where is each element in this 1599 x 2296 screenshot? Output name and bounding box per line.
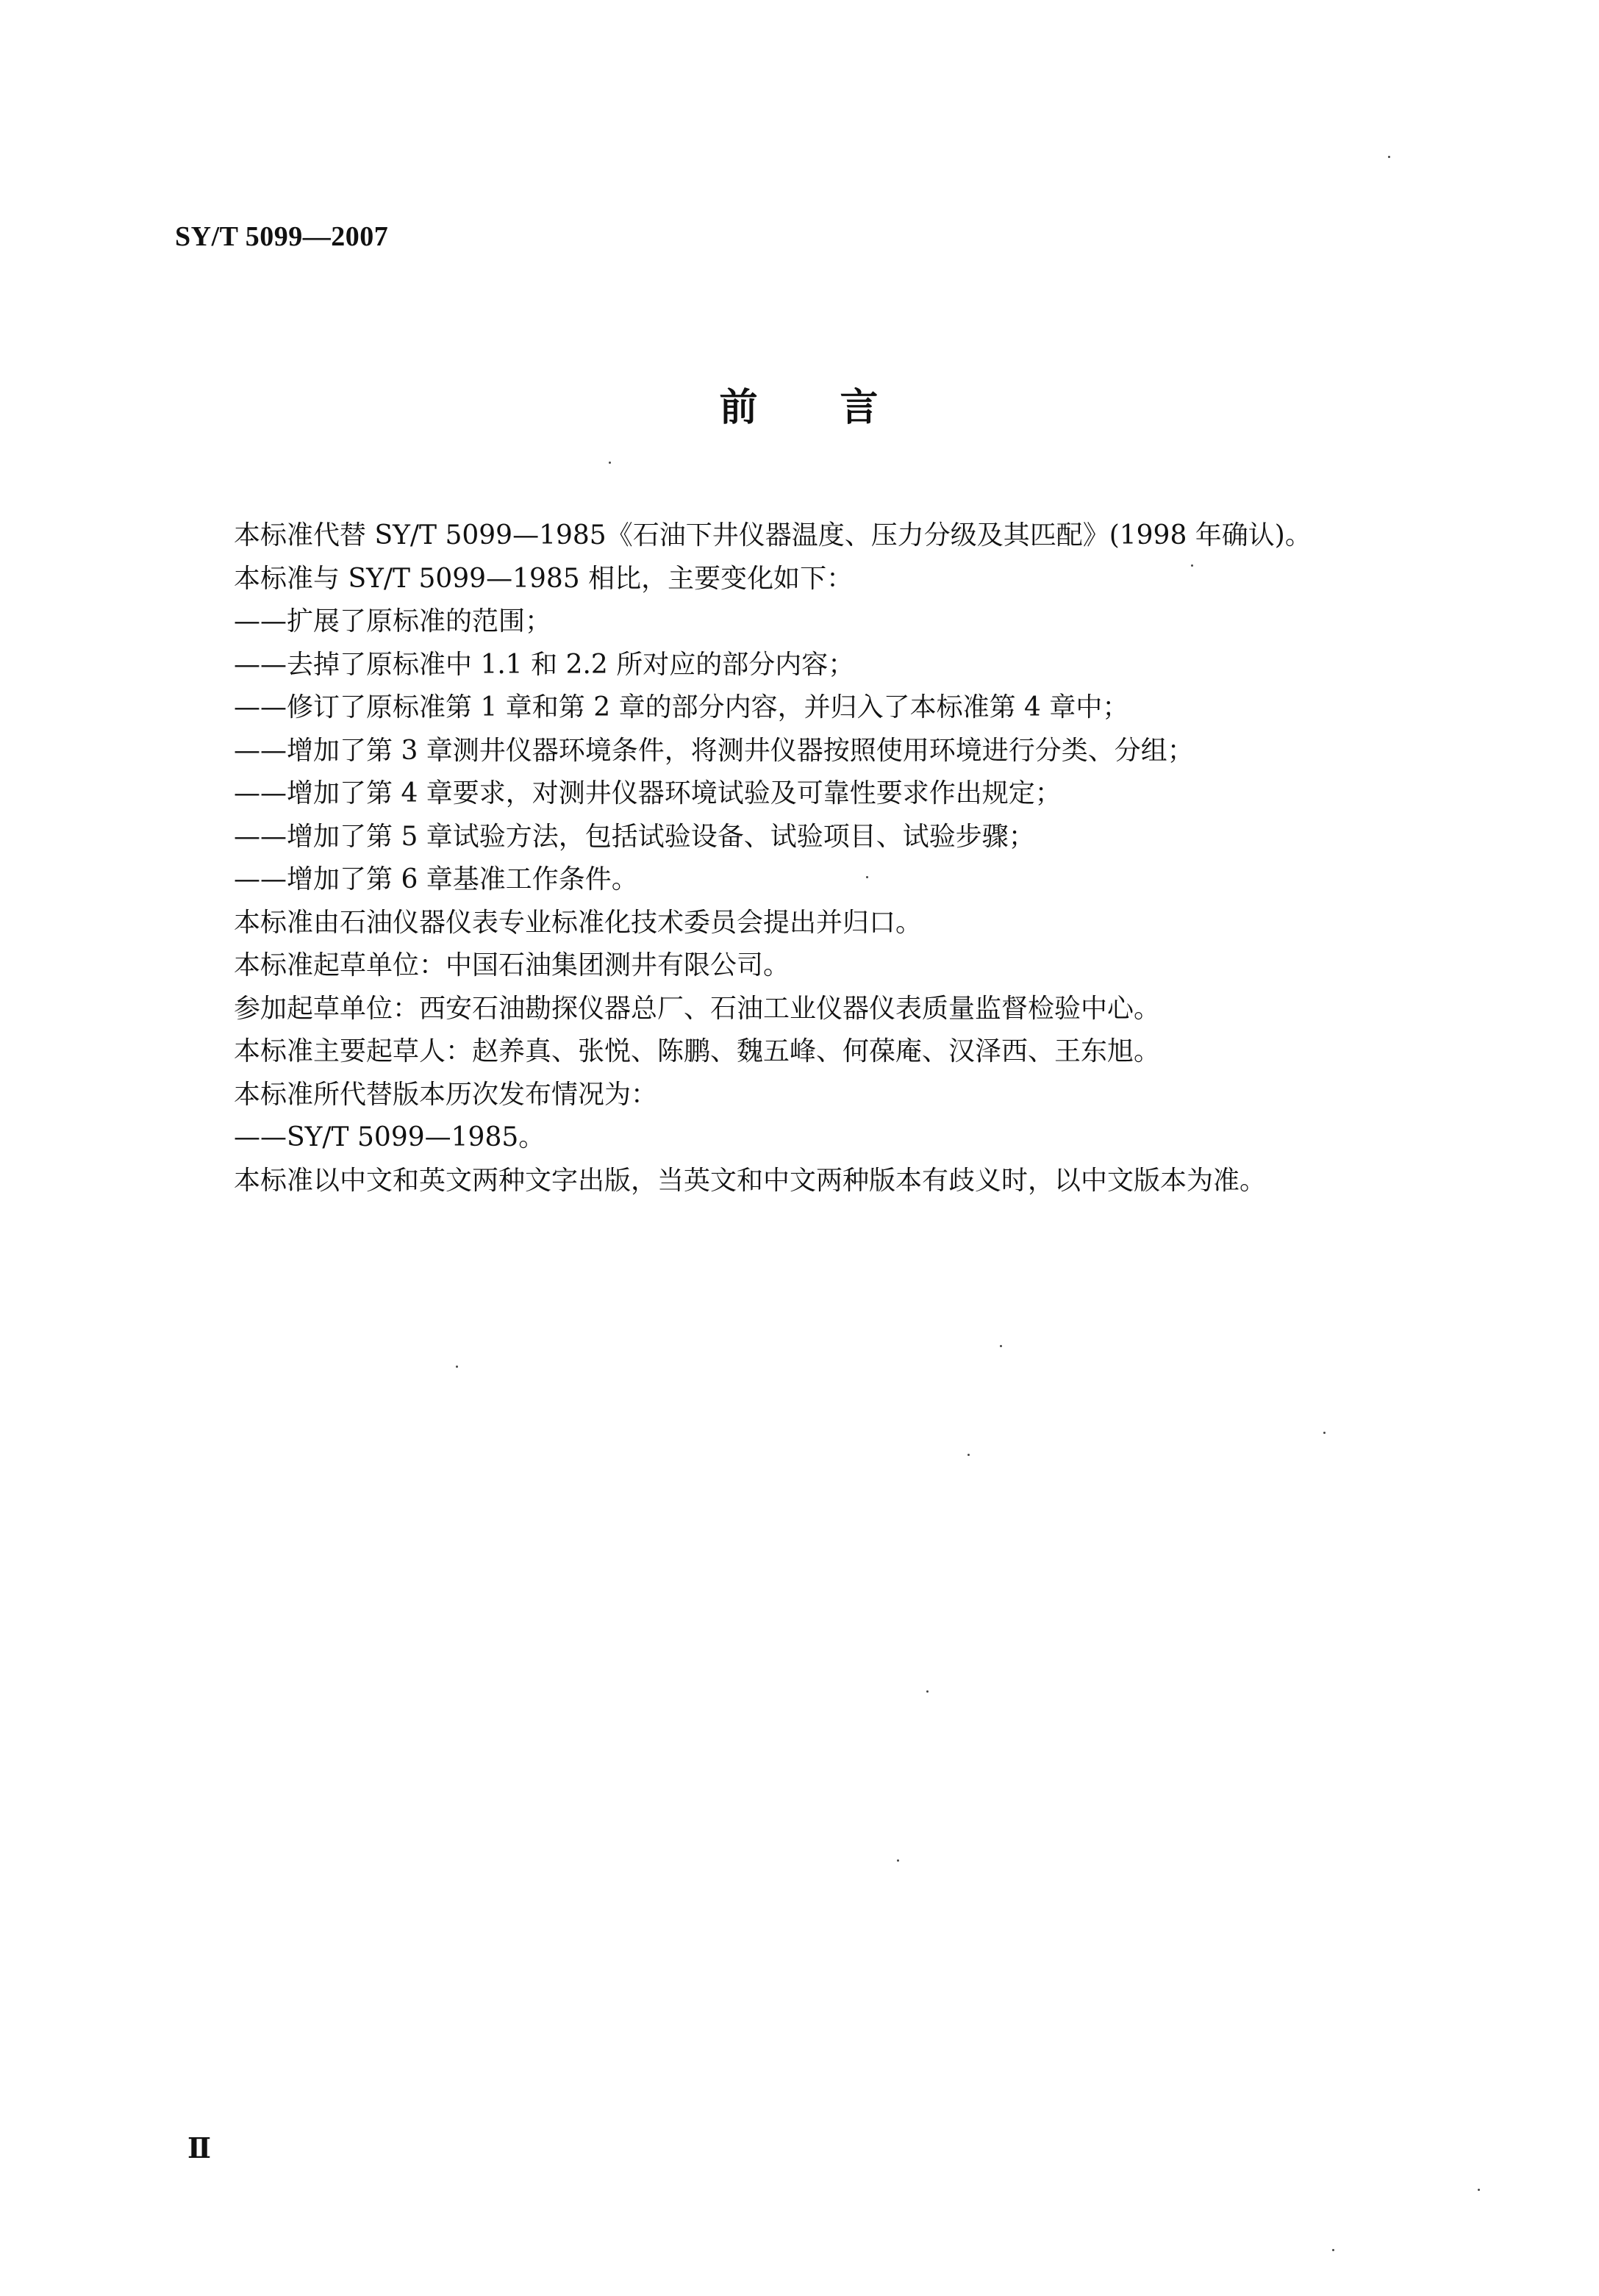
page-number: Ⅱ bbox=[187, 2134, 212, 2164]
change-item: ——扩展了原标准的范围； bbox=[234, 606, 552, 636]
paragraph-line: 本标准主要起草人：赵养真、张悦、陈鹏、魏五峰、何葆庵、汉泽西、王东旭。 bbox=[234, 1036, 1161, 1066]
change-item: ——增加了第 3 章测井仪器环境条件，将测井仪器按照使用环境进行分类、分组； bbox=[234, 735, 1194, 766]
document-code: SY/T 5099—2007 bbox=[175, 221, 389, 252]
paragraph-line: 本标准所代替版本历次发布情况为： bbox=[234, 1079, 658, 1110]
paragraph-line: 本标准与 SY/T 5099—1985 相比，主要变化如下： bbox=[234, 563, 854, 594]
scan-speck bbox=[1332, 2249, 1334, 2251]
scan-speck bbox=[897, 1859, 899, 1862]
scan-speck bbox=[1478, 2189, 1480, 2191]
paragraph-line: 本标准由石油仪器仪表专业标准化技术委员会提出并归口。 bbox=[234, 907, 923, 938]
title-char-2: 言 bbox=[840, 386, 880, 430]
scan-speck bbox=[967, 1454, 970, 1456]
paragraph-line: 参加起草单位：西安石油勘探仪器总厂、石油工业仪器仪表质量监督检验中心。 bbox=[234, 993, 1161, 1024]
paragraph-line: 本标准起草单位：中国石油集团测井有限公司。 bbox=[234, 950, 790, 980]
scan-speck bbox=[926, 1690, 929, 1693]
title-char-1: 前 bbox=[719, 386, 759, 430]
change-item: ——增加了第 6 章基准工作条件。 bbox=[234, 864, 638, 894]
scan-speck bbox=[866, 876, 868, 878]
history-item: ——SY/T 5099—1985。 bbox=[234, 1122, 545, 1152]
paragraph-line: 本标准代替 SY/T 5099—1985《石油下井仪器温度、压力分级及其匹配》(1998 年确认)。 bbox=[234, 520, 1312, 550]
section-title bbox=[0, 376, 1599, 431]
scan-speck bbox=[1000, 1345, 1002, 1347]
scan-speck bbox=[1388, 156, 1390, 158]
change-item: ——增加了第 4 章要求，对测井仪器环境试验及可靠性要求作出规定； bbox=[234, 778, 1062, 808]
change-item: ——增加了第 5 章试验方法，包括试验设备、试验项目、试验步骤； bbox=[234, 821, 1035, 852]
scan-speck bbox=[1323, 1432, 1326, 1434]
scan-speck bbox=[609, 462, 611, 464]
change-item: ——修订了原标准第 1 章和第 2 章的部分内容，并归入了本标准第 4 章中； bbox=[234, 692, 1129, 722]
scan-speck bbox=[1191, 564, 1193, 567]
scan-speck bbox=[456, 1366, 458, 1368]
change-item: ——去掉了原标准中 1.1 和 2.2 所对应的部分内容； bbox=[234, 649, 855, 680]
paragraph-line: 本标准以中文和英文两种文字出版，当英文和中文两种版本有歧义时，以中文版本为准。 bbox=[234, 1165, 1267, 1196]
foreword-body bbox=[234, 514, 1381, 1202]
